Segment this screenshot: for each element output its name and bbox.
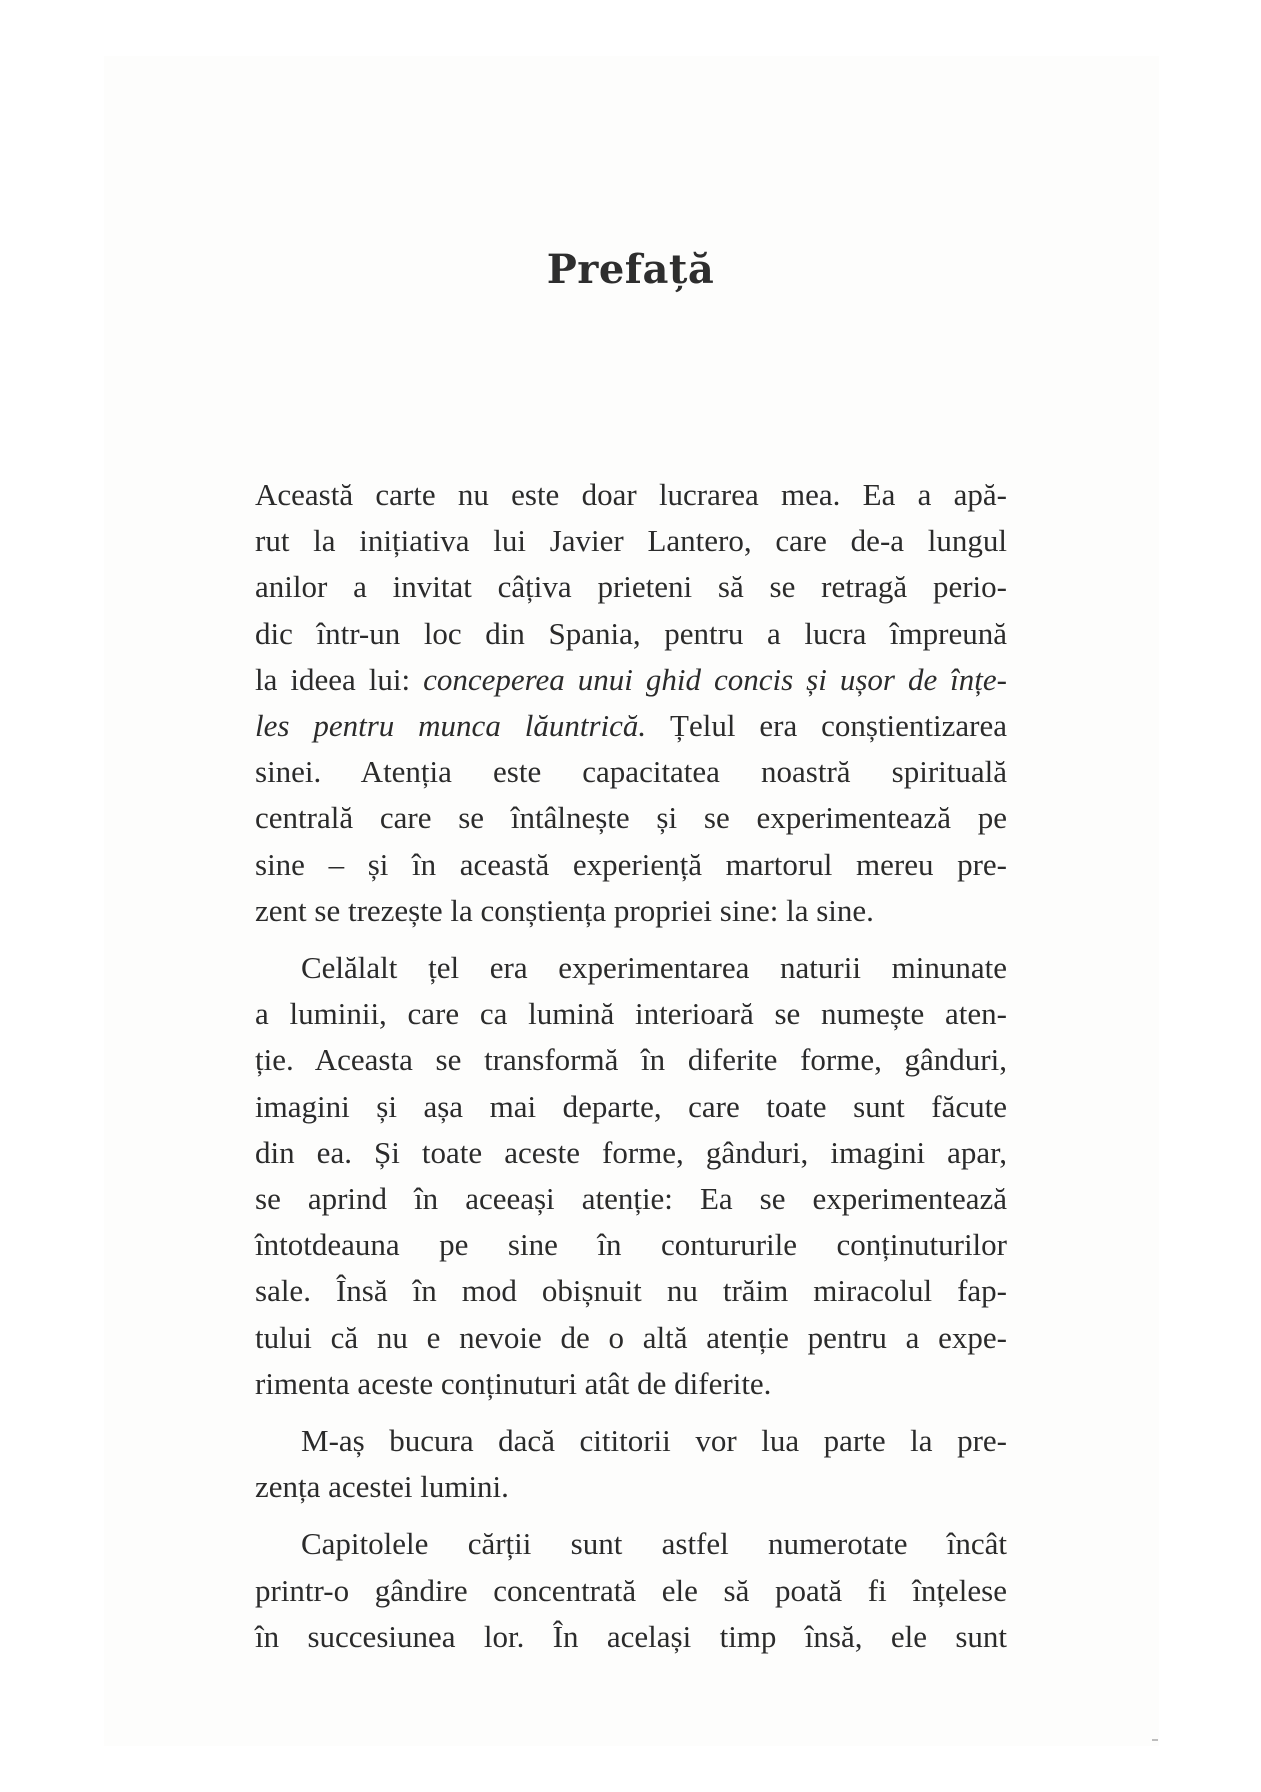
text-line: rimenta aceste conținuturi atât de diferite.	[255, 1365, 772, 1401]
paragraph-3	[255, 1418, 1007, 1510]
text-line: în succesiunea lor. În același timp însă, ele sunt	[255, 1618, 1007, 1654]
text-line: se aprind în aceeași atenție: Ea se experimentează	[255, 1181, 1007, 1217]
text-line: Această carte nu este doar lucrarea mea. Ea a apă-	[255, 477, 1007, 512]
paragraph-1	[255, 472, 1007, 934]
text-line: Capitolele cărții sunt astfel numerotate încât	[301, 1526, 1007, 1562]
body-text	[255, 472, 1007, 1671]
text-line	[255, 657, 1007, 703]
text-line: imagini și așa mai departe, care toate sunt făcute	[255, 1088, 1007, 1124]
text-line: tului că nu e nevoie de o altă atenție pentru a expe-	[255, 1319, 1007, 1355]
italic-phrase: conceperea unui ghid concis și ușor de înțe-	[423, 661, 1007, 697]
text-line: din ea. Și toate aceste forme, gânduri, imagini apar,	[255, 1134, 1007, 1170]
text-segment: Țelul era conștientizarea	[646, 708, 1007, 744]
text-line: ție. Aceasta se transformă în diferite forme, gânduri,	[255, 1042, 1007, 1078]
text-line: rut la inițiativa lui Javier Lantero, care de-a lungul	[255, 523, 1007, 559]
text-line: zența acestei lumini.	[255, 1469, 509, 1505]
text-line: Celălalt țel era experimentarea naturii minunate	[301, 950, 1007, 986]
text-line: M-aș bucura dacă cititorii vor lua parte la pre-	[301, 1423, 1007, 1459]
text-line: dic într-un loc din Spania, pentru a lucra împreună	[255, 615, 1007, 651]
paragraph-2	[255, 945, 1007, 1407]
text-line: centrală care se întâlnește și se experimentează pe	[255, 800, 1007, 836]
paragraph-4	[255, 1521, 1007, 1660]
scan-speck	[1152, 1739, 1158, 1741]
text-line: a luminii, care ca lumină interioară se numește aten-	[255, 996, 1007, 1032]
text-line: sinei. Atenția este capacitatea noastră spirituală	[255, 754, 1007, 790]
text-line: întotdeauna pe sine în contururile conținuturilor	[255, 1227, 1007, 1263]
text-line: anilor a invitat câțiva prieteni să se retragă perio-	[255, 569, 1007, 605]
page-title: Prefață	[546, 246, 715, 293]
text-line: sale. Însă în mod obișnuit nu trăim miracolul fap-	[255, 1273, 1007, 1309]
italic-phrase: les pentru munca lăuntrică.	[255, 708, 647, 744]
text-line: sine – și în această experiență martorul mereu pre-	[255, 846, 1007, 882]
text-line	[255, 703, 1007, 749]
text-line: zent se trezește la conștiența propriei sine: la sine.	[255, 892, 874, 928]
text-segment: la ideea lui:	[255, 661, 424, 697]
text-line: printr-o gândire concentrată ele să poată fi înțelese	[255, 1572, 1007, 1608]
